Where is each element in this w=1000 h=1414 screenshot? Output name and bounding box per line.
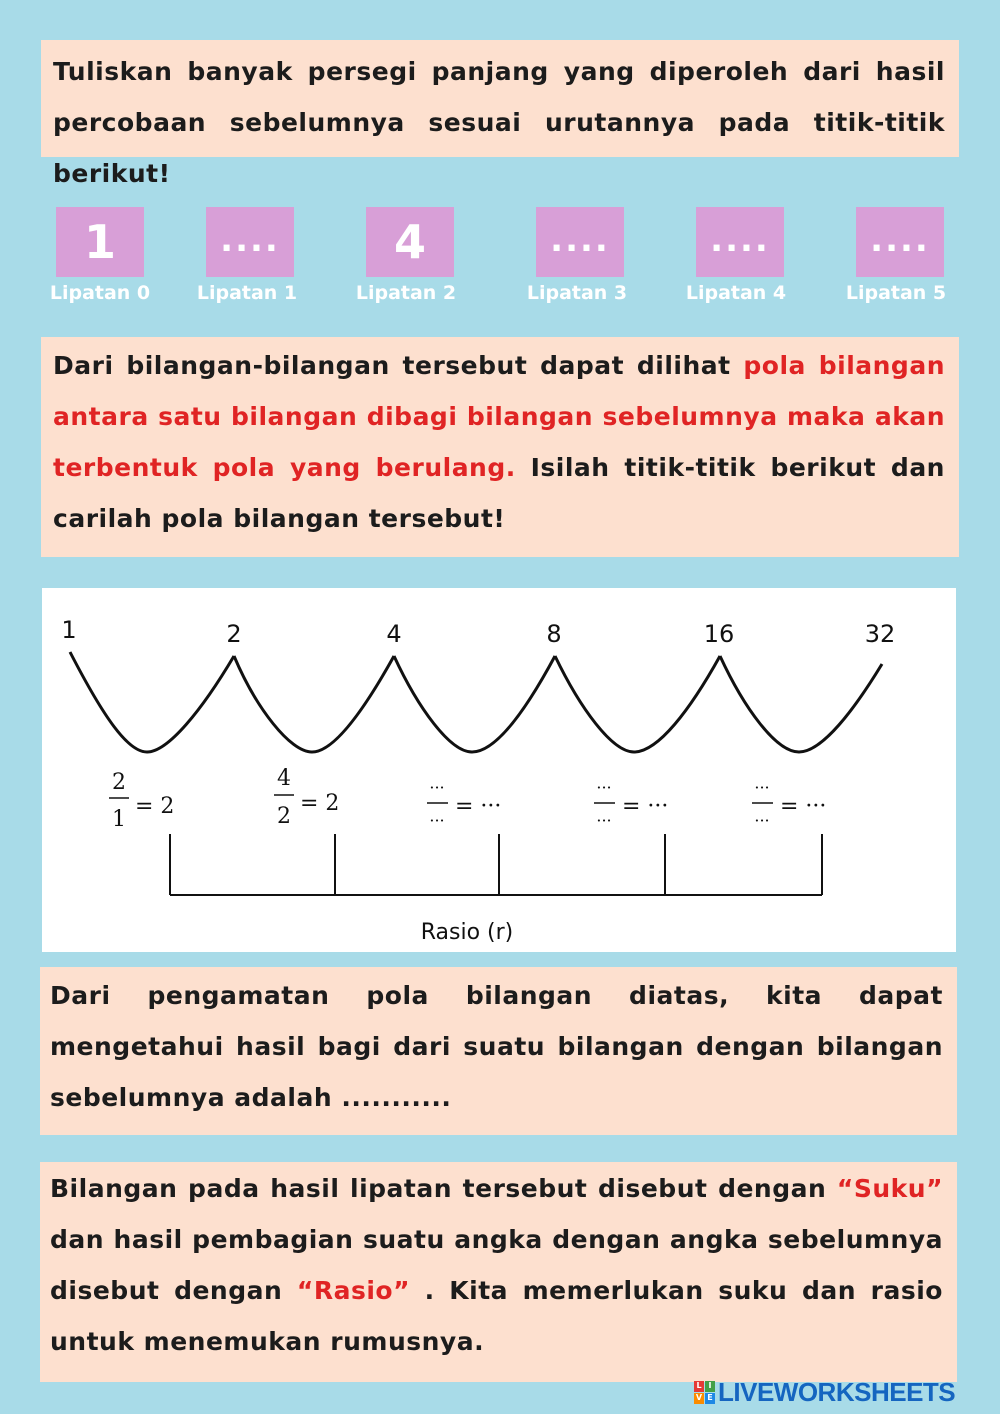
ratio-result-2: = ··· — [455, 794, 502, 819]
term-label-4: 16 — [703, 620, 735, 648]
term-label-3: 8 — [546, 620, 562, 648]
fold-label-4: Lipatan 4 — [685, 282, 787, 304]
definition-panel — [40, 1162, 957, 1382]
term-label-1: 2 — [226, 620, 242, 648]
fold-box-2: 4 — [366, 207, 454, 277]
ratio-result-1: = 2 — [300, 791, 340, 816]
definition-text-1: Bilangan pada hasil lipatan tersebut disebut dengan — [50, 1174, 837, 1203]
ratio-result-0: = 2 — [135, 794, 175, 819]
term-rasio: “Rasio” — [296, 1276, 411, 1305]
wave-arc — [70, 652, 234, 752]
observation-panel — [40, 967, 957, 1135]
ratio-den-1: 2 — [277, 804, 291, 829]
fold-box-1[interactable]: .... — [206, 207, 294, 277]
ratio-num-3: ··· — [596, 778, 612, 797]
axis-label: Rasio (r) — [420, 920, 514, 945]
pattern-highlight: pola bilangan antara satu bilangan dibagi bilangan sebelumnya maka akan terbentuk pola yang berulang. — [53, 351, 945, 482]
ratio-figure — [42, 588, 956, 952]
fold-box-3[interactable]: .... — [536, 207, 624, 277]
instruction-text: Tuliskan banyak persegi panjang yang diperoleh dari hasil percobaan sebelumnya sesuai urutannya pada titik-titik berikut! — [53, 57, 945, 188]
wave-arc — [394, 656, 555, 752]
term-label-5: 32 — [864, 620, 896, 648]
pattern-panel — [41, 337, 959, 557]
pattern-text-end: Isilah titik-titik berikut dan carilah pola bilangan tersebut! — [53, 453, 945, 533]
ratio-den-0: 1 — [112, 807, 126, 832]
brand-name: LIVEWORKSHEETS — [718, 1376, 956, 1407]
instruction-panel — [41, 40, 959, 188]
ratio-den-4: ··· — [754, 811, 770, 830]
ratio-den-2: ··· — [429, 811, 445, 830]
ratio-num-0: 2 — [112, 770, 126, 795]
ratio-num-1: 4 — [277, 766, 291, 791]
pattern-text — [53, 340, 945, 544]
fold-label-5: Lipatan 5 — [845, 282, 947, 304]
ratio-num-2: ··· — [429, 778, 445, 797]
fold-box-5[interactable]: .... — [856, 207, 944, 277]
term-suku: “Suku” — [836, 1174, 943, 1203]
fold-box-0: 1 — [56, 207, 144, 277]
term-label-2: 4 — [386, 620, 402, 648]
definition-text — [50, 1163, 943, 1367]
observation-text: Dari pengamatan pola bilangan diatas, kita dapat mengetahui hasil bagi dari suatu bilangan dengan bilangan sebelumnya adalah ........... — [50, 981, 943, 1112]
fold-label-0: Lipatan 0 — [49, 282, 151, 304]
wave-arc — [720, 656, 882, 752]
ratio-result-3: = ··· — [622, 794, 669, 819]
term-label-0: 1 — [61, 616, 77, 644]
fold-label-1: Lipatan 1 — [196, 282, 298, 304]
fold-label-3: Lipatan 3 — [526, 282, 628, 304]
ratio-den-3: ··· — [596, 811, 612, 830]
pattern-text-start: Dari bilangan-bilangan tersebut dapat dilihat — [53, 351, 744, 380]
definition-text-2: dan hasil pembagian suatu angka dengan angka sebelumnya disebut dengan — [50, 1225, 943, 1305]
fold-label-2: Lipatan 2 — [355, 282, 457, 304]
wave-arc — [234, 656, 394, 752]
definition-text-3: . Kita memerlukan suku dan rasio untuk menemukan rumusnya. — [50, 1276, 943, 1356]
ratio-result-4: = ··· — [780, 794, 827, 819]
wave-arc — [555, 656, 720, 752]
ratio-diagram — [42, 588, 956, 952]
fold-box-4[interactable]: .... — [696, 207, 784, 277]
ratio-bracket — [170, 834, 822, 895]
ratio-num-4: ··· — [754, 778, 770, 797]
brand-logo[interactable] — [694, 1376, 994, 1408]
liveworksheets-logo-icon: L I V E — [694, 1381, 714, 1403]
